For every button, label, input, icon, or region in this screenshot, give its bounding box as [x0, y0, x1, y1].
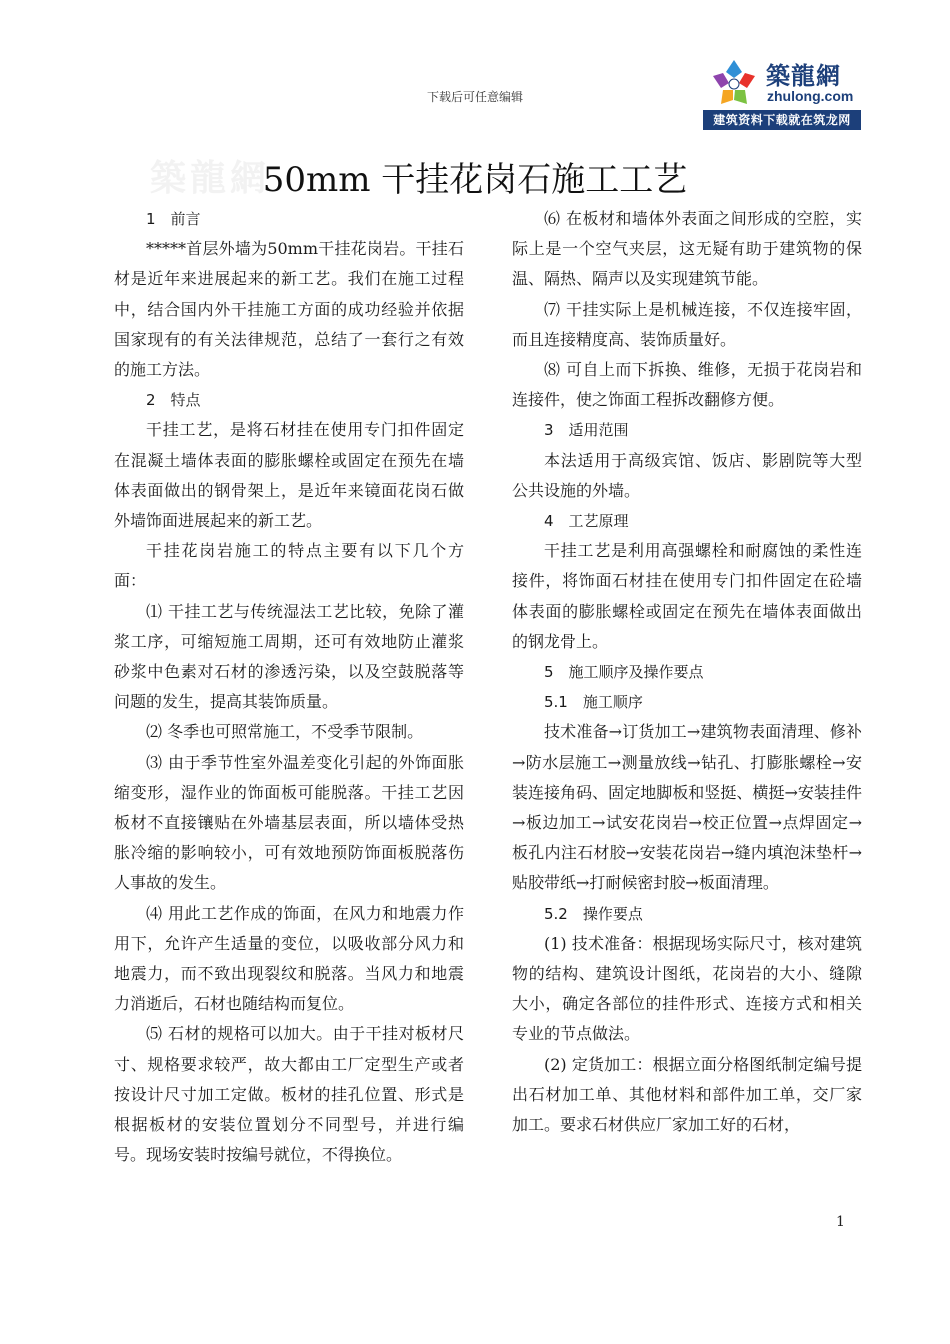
paragraph: ⑹ 在板材和墙体外表面之间形成的空腔，实际上是一个空气夹层，这无疑有助于建筑物的保温、隔热、隔声以及实现建筑节能。: [512, 209, 862, 289]
document-title: 50mm 干挂花岗石施工工艺: [262, 160, 688, 200]
logo-top: [703, 54, 861, 110]
section-heading: 1 前言: [146, 210, 201, 228]
section-heading: 3 适用范围: [544, 421, 629, 440]
paragraph: ⑻ 可自上而下拆换、维修，无损于花岗岩和连接件，使之饰面工程拆改翻修方便。: [512, 360, 862, 410]
paragraph: ⑴ 干挂工艺与传统湿法工艺比较，免除了灌浆工序，可缩短施工周期，还可有效地防止灌浆砂浆中色素对石材的渗透污染，以及空鼓脱落等问题的发生，提高其装饰质量。: [114, 601, 464, 712]
section-heading: 4 工艺原理: [544, 512, 629, 531]
logo-tagline: 建筑资料下载就在筑龙网: [703, 110, 861, 130]
logo-cn-text: 築龍網: [766, 62, 841, 90]
subsection-heading: 5.1 施工顺序: [544, 693, 643, 712]
page-number: 1: [836, 1214, 845, 1230]
paragraph: 干挂花岗岩施工的特点主要有以下几个方面：: [114, 541, 464, 591]
paragraph: (2) 定货加工：根据立面分格图纸制定编号提出石材加工单、其他材料和部件加工单，交厂家加工。要求石材供应厂家加工好的石材，: [512, 1054, 862, 1135]
paragraph: (1) 技术准备：根据现场实际尺寸，核对建筑物的结构、建筑设计图纸，花岗岩的大小、缝隙大小，确定各部位的挂件形式、连接方式和相关专业的节点做法。: [512, 933, 862, 1044]
paragraph: ⑵ 冬季也可照常施工，不受季节限制。: [146, 722, 424, 742]
watermark: 築龍網: [150, 158, 271, 199]
paragraph: 本法适用于高级宾馆、饭店、影剧院等大型公共设施的外墙。: [512, 450, 862, 500]
paragraph: 技术准备→订货加工→建筑物表面清理、修补→防水层施工→测量放线→钻孔、打膨胀螺栓→安装连接角码、固定地脚板和竖挺、横挺→安装挂件→板边加工→试安花岗岩→校正位置→点焊固定→板孔内注石材胶→安装花岗岩→缝内填泡沫垫杆→贴胶带纸→打耐候密封胶→板面清理。: [512, 722, 862, 893]
paragraph: 干挂工艺，是将石材挂在使用专门扣件固定在混凝土墙体表面的膨胀螺栓或固定在预先在墙体表面做出的钢骨架上，是近年来镜面花岗石做外墙饰面进展起来的新工艺。: [114, 420, 464, 531]
paragraph: ⑶ 由于季节性室外温差变化引起的外饰面胀缩变形，湿作业的饰面板可能脱落。干挂工艺因板材不直接镶贴在外墙基层表面，所以墙体受热胀冷缩的影响较小，可有效地预防饰面板脱落伤人事故的发生。: [114, 752, 464, 893]
section-heading: 2 特点: [146, 391, 201, 410]
right-column: [512, 204, 862, 1140]
paragraph: ⑷ 用此工艺作成的饰面，在风力和地震力作用下，允许产生适量的变位，以吸收部分风力和地震力，而不致出现裂纹和脱落。当风力和地震力消逝后，石材也随结构而复位。: [114, 903, 464, 1014]
logo-en-text: zhulong.com: [767, 88, 854, 104]
left-column: [114, 204, 464, 1171]
section-heading: 5 施工顺序及操作要点: [544, 663, 704, 682]
zhulong-logo: [703, 54, 861, 130]
paragraph: 干挂工艺是利用高强螺栓和耐腐蚀的柔性连接件，将饰面石材挂在使用专门扣件固定在砼墙体表面的膨胀螺栓或固定在预先在墙体表面做出的钢龙骨上。: [512, 541, 862, 651]
paragraph: *****首层外墙为50mm干挂花岗岩。干挂石材是近年来进展起来的新工艺。我们在施工过程中，结合国内外干挂施工方面的成功经验并依据国家现有的有关法律规范，总结了一套行之有效的施工方法。: [114, 239, 464, 380]
zhulong-flower-logo-icon: [707, 58, 761, 108]
header-note: 下载后可任意编辑: [426, 90, 523, 104]
subsection-heading: 5.2 操作要点: [544, 904, 643, 923]
paragraph: ⑸ 石材的规格可以加大。由于干挂对板材尺寸、规格要求较严，故大都由工厂定型生产或者按设计尺寸加工定做。板材的挂孔位置、形式是根据板材的安装位置划分不同型号，并进行编号。现场安装时按编号就位，不得换位。: [114, 1024, 464, 1165]
paragraph: ⑺ 干挂实际上是机械连接，不仅连接牢固，而且连接精度高、装饰质量好。: [512, 299, 862, 349]
